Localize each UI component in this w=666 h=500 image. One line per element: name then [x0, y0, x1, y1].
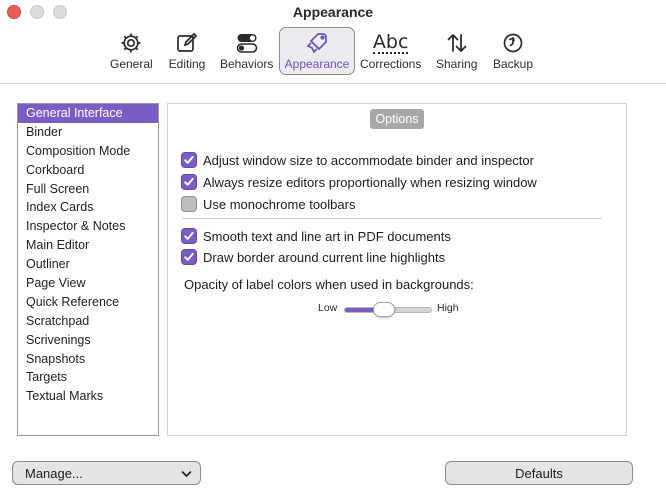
- checkbox-checked[interactable]: [181, 228, 197, 244]
- abc-spelling-icon: [371, 30, 411, 56]
- sidebar-item-full-screen[interactable]: Full Screen: [26, 181, 90, 196]
- toolbar-general[interactable]: [110, 30, 153, 74]
- toolbar-editing[interactable]: [167, 30, 207, 74]
- checkbox-checked[interactable]: [181, 174, 197, 190]
- toolbar-appearance[interactable]: [279, 27, 355, 75]
- sidebar-item-corkboard[interactable]: Corkboard: [26, 162, 85, 177]
- toolbar-label: Editing: [168, 57, 206, 71]
- slider-low-label: Low: [318, 302, 338, 314]
- gear-icon: [111, 30, 151, 56]
- toolbar-label: General: [110, 57, 153, 71]
- up-down-arrows-icon: [437, 30, 477, 56]
- opacity-slider-thumb[interactable]: [373, 302, 395, 317]
- paintbrush-icon: [297, 30, 337, 56]
- checkmark-icon: [183, 230, 195, 242]
- sidebar-item-general-interface[interactable]: General Interface: [18, 104, 158, 123]
- checkmark-icon: [183, 251, 195, 263]
- sidebar-item-targets[interactable]: Targets: [26, 370, 67, 385]
- sidebar-item-outliner[interactable]: Outliner: [26, 257, 70, 272]
- toolbar-corrections[interactable]: [360, 30, 421, 74]
- clock-arrow-icon: [493, 30, 533, 56]
- options-header: Options: [370, 109, 424, 129]
- sidebar-item-binder[interactable]: Binder: [26, 124, 63, 139]
- manage-dropdown[interactable]: [12, 461, 201, 485]
- option-smooth-pdf-text[interactable]: [181, 227, 451, 245]
- option-label: Adjust window size to accommodate binder and inspector: [203, 152, 534, 168]
- option-label: Always resize editors proportionally when resizing window: [203, 174, 537, 190]
- checkbox-checked[interactable]: [181, 249, 197, 265]
- toggles-icon: [227, 30, 267, 56]
- checkbox-checked[interactable]: [181, 152, 197, 168]
- option-label: Draw border around current line highlights: [203, 249, 446, 265]
- toolbar-sharing[interactable]: [436, 30, 477, 74]
- window-title: Appearance: [292, 4, 374, 20]
- toolbar-backup[interactable]: [493, 30, 533, 74]
- sidebar-item-scrivenings[interactable]: Scrivenings: [26, 332, 91, 347]
- option-adjust-window-size[interactable]: [181, 151, 534, 169]
- edit-icon: [167, 30, 207, 56]
- option-line-highlight-border[interactable]: [181, 248, 445, 266]
- toolbar-label: Backup: [493, 57, 534, 71]
- option-label: Use monochrome toolbars: [203, 196, 356, 212]
- option-label: Smooth text and line art in PDF documents: [203, 228, 451, 244]
- sidebar-item-textual-marks[interactable]: Textual Marks: [26, 389, 104, 404]
- toolbar-label: Appearance: [284, 57, 350, 71]
- preferences-sidebar: [17, 103, 159, 436]
- slider-high-label: High: [437, 302, 459, 314]
- checkmark-icon: [183, 154, 195, 166]
- sidebar-item-page-view[interactable]: Page View: [26, 276, 86, 291]
- sidebar-item-main-editor[interactable]: Main Editor: [26, 238, 90, 253]
- sidebar-item-index-cards[interactable]: Index Cards: [26, 200, 94, 215]
- opacity-label: Opacity of label colors when used in backgrounds:: [184, 277, 474, 292]
- chevron-down-icon: [181, 466, 192, 481]
- manage-label: Manage...: [25, 465, 83, 481]
- sidebar-item-scratchpad[interactable]: Scratchpad: [26, 313, 90, 328]
- sidebar-item-quick-reference[interactable]: Quick Reference: [26, 294, 120, 309]
- defaults-button[interactable]: Defaults: [445, 461, 633, 485]
- toolbar-label: Sharing: [436, 57, 478, 71]
- option-resize-editors[interactable]: [181, 173, 537, 191]
- sidebar-item-snapshots[interactable]: Snapshots: [26, 351, 86, 366]
- option-monochrome-toolbars[interactable]: [181, 195, 355, 213]
- checkmark-icon: [183, 176, 195, 188]
- sidebar-item-composition-mode[interactable]: Composition Mode: [26, 143, 131, 158]
- window-titlebar: [0, 0, 666, 84]
- sidebar-item-inspector-notes[interactable]: Inspector & Notes: [26, 219, 126, 234]
- toolbar-behaviors[interactable]: [220, 30, 273, 74]
- abc-icon-text: Abc: [372, 30, 409, 53]
- toolbar-label: Corrections: [360, 57, 422, 71]
- options-divider: [182, 218, 602, 219]
- toolbar-label: Behaviors: [220, 57, 274, 71]
- checkbox-unchecked[interactable]: [181, 196, 197, 212]
